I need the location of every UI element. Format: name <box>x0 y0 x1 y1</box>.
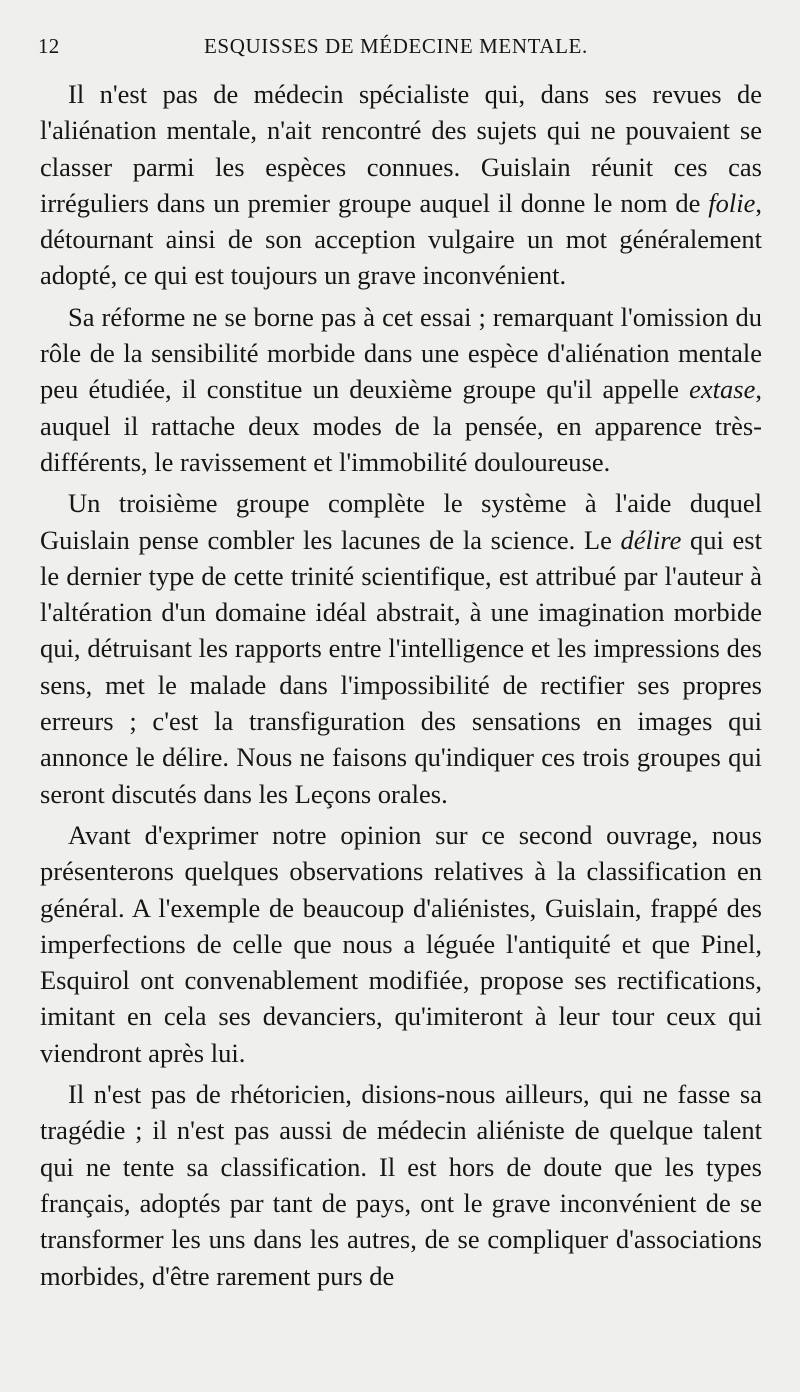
page-number: 12 <box>38 34 60 58</box>
text-segment: Avant d'exprimer notre opinion sur ce second ouvrage, nous présenterons quelques observations relatives à la classification en général. A l'exemple de beaucoup d'aliénistes, Guislain, frappé des imperfections de celle que nous a léguée l'antiquité et que Pinel, Esquirol ont convenablement modifiée, propose ses rectifications, imitant en cela ses devanciers, qu'imiteront à leur tour ceux qui viendront après lui. <box>40 819 762 1068</box>
italic-term-delire: délire <box>620 524 682 555</box>
paragraph <box>40 817 762 1071</box>
text-segment: qui est le dernier type de cette trinité scientifique, est attribué par l'auteur à l'altération d'un domaine idéal abstrait, à une imagination morbide qui, détruisant les rapports entre l'intelligence et les impressions des sens, met le malade dans l'impossibilité de rectifier ses propres erreurs ; c'est la transfiguration des sensations en images qui annonce le délire. Nous ne faisons qu'indiquer ces trois groupes qui seront discutés dans les Leçons orales. <box>40 524 762 809</box>
running-head <box>38 34 762 64</box>
paragraph <box>40 76 762 294</box>
italic-term-extase: extase <box>689 374 756 405</box>
paragraph <box>40 485 762 812</box>
text-segment: Il n'est pas de médecin spécialiste qui, dans ses revues de l'aliénation mentale, n'ait rencontré des sujets qui ne pouvaient se classer parmi les espèces connues. Guislain réunit ces cas irréguliers dans un premier groupe auquel il donne le nom de <box>40 79 762 218</box>
text-segment: , auquel il rattache deux modes de la pensée, en apparence très-différents, le ravissement et l'immobilité douloureuse. <box>40 374 762 477</box>
italic-term-folie: folie <box>708 187 756 218</box>
running-title: ESQUISSES DE MÉDECINE MENTALE. <box>204 34 588 58</box>
text-segment: Un troisième groupe complète le système à l'aide duquel Guislain pense combler les lacunes de la science. Le <box>40 488 762 555</box>
paragraph <box>40 299 762 480</box>
text-segment: , détournant ainsi de son acception vulgaire un mot généralement adopté, ce qui est toujours un grave inconvénient. <box>40 187 762 291</box>
paragraph <box>40 1076 762 1294</box>
text-segment: Il n'est pas de rhétoricien, disions-nous ailleurs, qui ne fasse sa tragédie ; il n'est pas aussi de médecin aliéniste de quelque talent qui ne tente sa classification. Il est hors de doute que les types français, adoptés par tant de pays, ont le grave inconvénient de se transformer les uns dans les autres, de se compliquer d'associations morbides, d'être rarement purs de <box>40 1079 762 1291</box>
body-text <box>40 76 762 1299</box>
text-segment: Sa réforme ne se borne pas à cet essai ; remarquant l'omission du rôle de la sensibilité morbide dans une espèce d'aliénation mentale peu étudiée, il constitue un deuxième groupe qu'il appelle <box>40 301 762 405</box>
